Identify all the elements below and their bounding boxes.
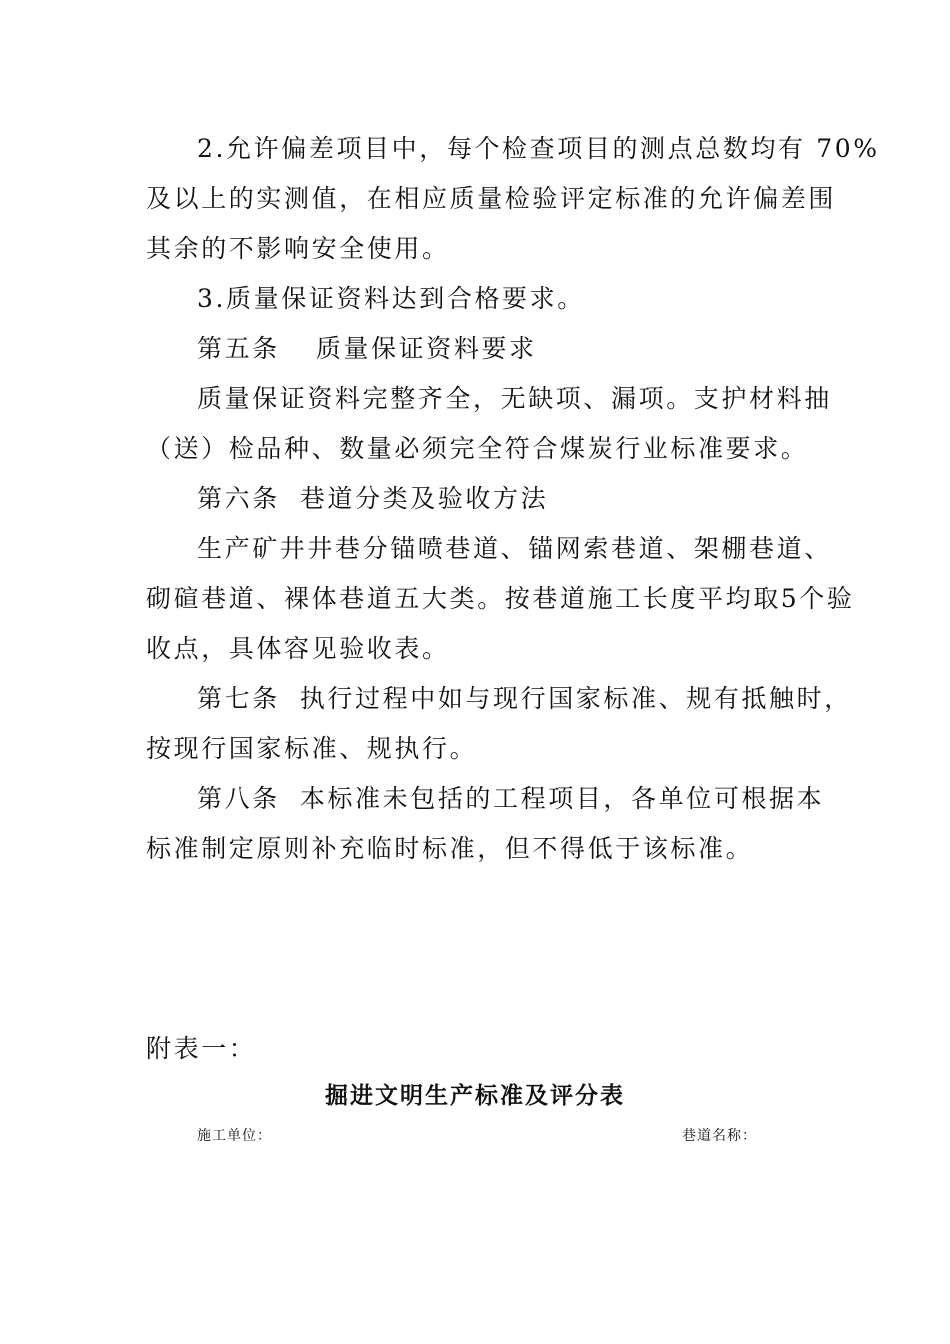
article-text: 执行过程中如与现行国家标准、规有抵触时， <box>299 684 852 713</box>
article-title: 巷道分类及验收方法 <box>299 484 549 513</box>
paragraph-line: 3.质量保证资料达到合格要求。 <box>197 284 585 313</box>
paragraph-line: 质量保证资料完整齐全，无缺项、漏项。支护材料抽 <box>197 384 832 413</box>
paragraph-line: 标准制定原则补充临时标准，但不得低于该标准。 <box>146 834 754 863</box>
article-7-heading <box>197 682 852 716</box>
paragraph-line: 收点，具体容见验收表。 <box>146 634 450 663</box>
paragraph-line: 2.允许偏差项目中，每个检查项目的测点总数均有 70% <box>197 134 880 163</box>
article-5-heading <box>197 332 537 366</box>
article-text: 本标准未包括的工程项目，各单位可根据本 <box>299 784 825 813</box>
article-8-heading <box>197 782 824 816</box>
construction-unit-label: 施工单位： <box>197 1128 272 1144</box>
article-label: 第八条 <box>197 784 280 813</box>
paragraph-line: 砌碹巷道、裸体巷道五大类。按巷道施工长度平均取5个验 <box>146 584 855 613</box>
article-label: 第五条 <box>197 334 280 363</box>
article-label: 第六条 <box>197 484 280 513</box>
appendix-label: 附表一： <box>146 1034 257 1063</box>
paragraph-line: 及以上的实测值，在相应质量检验评定标准的允许偏差围 <box>146 184 837 213</box>
paragraph-line: 生产矿井井巷分锚喷巷道、锚网索巷道、架棚巷道、 <box>197 534 832 563</box>
roadway-name-label: 巷道名称： <box>682 1128 757 1144</box>
paragraph-line: 按现行国家标准、规执行。 <box>146 734 478 763</box>
article-label: 第七条 <box>197 684 280 713</box>
paragraph-line: 其余的不影响安全使用。 <box>146 234 450 263</box>
paragraph-line: （送）检品种、数量必须完全符合煤炭行业标准要求。 <box>146 434 809 463</box>
article-6-heading <box>197 482 548 516</box>
table-title: 掘进文明生产标准及评分表 <box>325 1083 625 1109</box>
article-title: 质量保证资料要求 <box>315 334 537 363</box>
